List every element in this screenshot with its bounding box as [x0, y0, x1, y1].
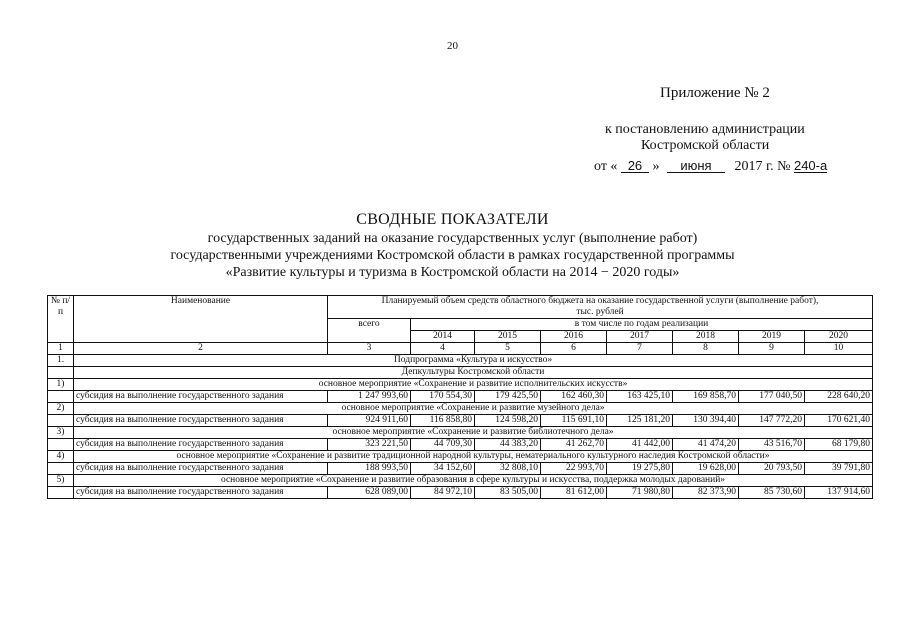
row-label: субсидия на выполнение государственного задания [74, 439, 328, 451]
value-year: 130 394,40 [673, 415, 739, 427]
title-line-2: государственных заданий на оказание государственных услуг (выполнение работ) [207, 231, 698, 246]
column-number: 3 [328, 343, 411, 355]
value-year: 20 793,50 [739, 463, 805, 475]
header-year: 2014 [411, 331, 475, 343]
section-title-row [48, 475, 873, 487]
decree-date-prefix: от « [594, 159, 618, 174]
header-year: 2016 [541, 331, 607, 343]
row-num-cell [48, 487, 74, 499]
document-title [0, 210, 905, 281]
decree-number: 240-а [793, 158, 828, 173]
value-year: 39 791,80 [805, 463, 873, 475]
column-number: 2 [74, 343, 328, 355]
page-number: 20 [447, 40, 458, 52]
value-year: 169 858,70 [673, 391, 739, 403]
row-num-cell [48, 415, 74, 427]
row-num-cell [48, 463, 74, 475]
header-planned-text: Планируемый объем средств областного бюджета на оказание государственной услуги (выполнение работ), [381, 296, 819, 306]
header-units: тыс. рублей [576, 307, 624, 317]
section-num: 1) [48, 379, 74, 391]
header-year: 2015 [475, 331, 541, 343]
table-row [48, 391, 873, 403]
value-year: 19 628,00 [673, 463, 739, 475]
header-by-years: в том числе по годам реализации [411, 319, 873, 331]
value-year: 115 691,10 [541, 415, 607, 427]
section-num: 2) [48, 403, 74, 415]
value-year: 85 730,60 [739, 487, 805, 499]
value-year: 116 858,80 [411, 415, 475, 427]
header-num: № п/п [48, 296, 74, 343]
decree-year: 2017 г. № [734, 159, 791, 174]
department-num-cell [48, 367, 74, 379]
row-label: субсидия на выполнение государственного задания [74, 487, 328, 499]
row-label: субсидия на выполнение государственного задания [74, 415, 328, 427]
value-year: 41 442,00 [607, 439, 673, 451]
decree-day: 26 [621, 159, 649, 173]
value-total: 628 089,00 [328, 487, 411, 499]
value-total: 188 993,50 [328, 463, 411, 475]
value-year: 170 554,30 [411, 391, 475, 403]
value-year: 43 516,70 [739, 439, 805, 451]
section-num: 3) [48, 427, 74, 439]
value-year: 177 040,50 [739, 391, 805, 403]
value-year: 68 179,80 [805, 439, 873, 451]
value-year: 19 275,80 [607, 463, 673, 475]
section-title: основное мероприятие «Сохранение и развитие исполнительских искусств» [74, 379, 873, 391]
subprogram-row [48, 355, 873, 367]
value-year: 162 460,30 [541, 391, 607, 403]
row-num-cell [48, 439, 74, 451]
section-title: основное мероприятие «Сохранение и развитие традиционной народной культуры, нематериального культурного наследия Костромской области» [74, 451, 873, 463]
value-year: 71 980,80 [607, 487, 673, 499]
column-number: 7 [607, 343, 673, 355]
table-row [48, 487, 873, 499]
value-year: 147 772,20 [739, 415, 805, 427]
row-label: субсидия на выполнение государственного задания [74, 391, 328, 403]
value-total: 323 221,50 [328, 439, 411, 451]
department-title: Депкультуры Костромской области [74, 367, 873, 379]
section-title-row [48, 403, 873, 415]
value-total: 1 247 993,60 [328, 391, 411, 403]
decree-date-line [594, 159, 827, 175]
decree-line-2: Костромской области [641, 138, 770, 153]
value-total: 924 911,60 [328, 415, 411, 427]
value-year: 84 972,10 [411, 487, 475, 499]
value-year: 124 598,20 [475, 415, 541, 427]
decree-line-1: к постановлению администрации [605, 122, 805, 137]
section-title: основное мероприятие «Сохранение и развитие музейного дела» [74, 403, 873, 415]
header-year: 2020 [805, 331, 873, 343]
column-number: 8 [673, 343, 739, 355]
decree-month: июня [667, 159, 725, 173]
title-line-3: государственными учреждениями Костромской области в рамках государственной программы [170, 248, 735, 263]
value-year: 81 612,00 [541, 487, 607, 499]
value-year: 34 152,60 [411, 463, 475, 475]
column-number: 9 [739, 343, 805, 355]
section-num: 5) [48, 475, 74, 487]
value-year: 41 262,70 [541, 439, 607, 451]
header-year: 2019 [739, 331, 805, 343]
column-number: 6 [541, 343, 607, 355]
value-year: 32 808,10 [475, 463, 541, 475]
column-number: 4 [411, 343, 475, 355]
value-year: 125 181,20 [607, 415, 673, 427]
value-year: 44 709,30 [411, 439, 475, 451]
decree-reference [605, 122, 855, 154]
section-num: 4) [48, 451, 74, 463]
value-year: 41 474,20 [673, 439, 739, 451]
column-number: 5 [475, 343, 541, 355]
title-main: СВОДНЫЕ ПОКАЗАТЕЛИ [356, 211, 549, 228]
value-year: 228 640,20 [805, 391, 873, 403]
row-num-cell [48, 391, 74, 403]
value-year: 44 383,20 [475, 439, 541, 451]
header-planned [328, 296, 873, 319]
table-row [48, 415, 873, 427]
decree-quote-close: » [652, 159, 660, 174]
department-row [48, 367, 873, 379]
header-year: 2018 [673, 331, 739, 343]
appendix-label: Приложение № 2 [660, 85, 770, 101]
value-year: 137 914,60 [805, 487, 873, 499]
section-title-row [48, 379, 873, 391]
section-title-row [48, 427, 873, 439]
subprogram-num: 1. [48, 355, 74, 367]
section-title: основное мероприятие «Сохранение и развитие библиотечного дела» [74, 427, 873, 439]
section-title-row [48, 451, 873, 463]
value-year: 170 621,40 [805, 415, 873, 427]
value-year: 179 425,50 [475, 391, 541, 403]
value-year: 163 425,10 [607, 391, 673, 403]
section-title: основное мероприятие «Сохранение и развитие образования в сфере культуры и искусства, поддержка молодых дарований» [74, 475, 873, 487]
table-row [48, 439, 873, 451]
indicators-table [47, 295, 873, 499]
header-name: Наименование [74, 296, 328, 343]
title-line-4: «Развитие культуры и туризма в Костромской области на 2014 − 2020 годы» [225, 265, 680, 280]
row-label: субсидия на выполнение государственного задания [74, 463, 328, 475]
header-total: всего [328, 319, 411, 343]
table-row [48, 463, 873, 475]
header-year: 2017 [607, 331, 673, 343]
value-year: 82 373,90 [673, 487, 739, 499]
subprogram-title: Подпрограмма «Культура и искусство» [74, 355, 873, 367]
value-year: 22 993,70 [541, 463, 607, 475]
column-number: 10 [805, 343, 873, 355]
value-year: 83 505,00 [475, 487, 541, 499]
column-number: 1 [48, 343, 74, 355]
